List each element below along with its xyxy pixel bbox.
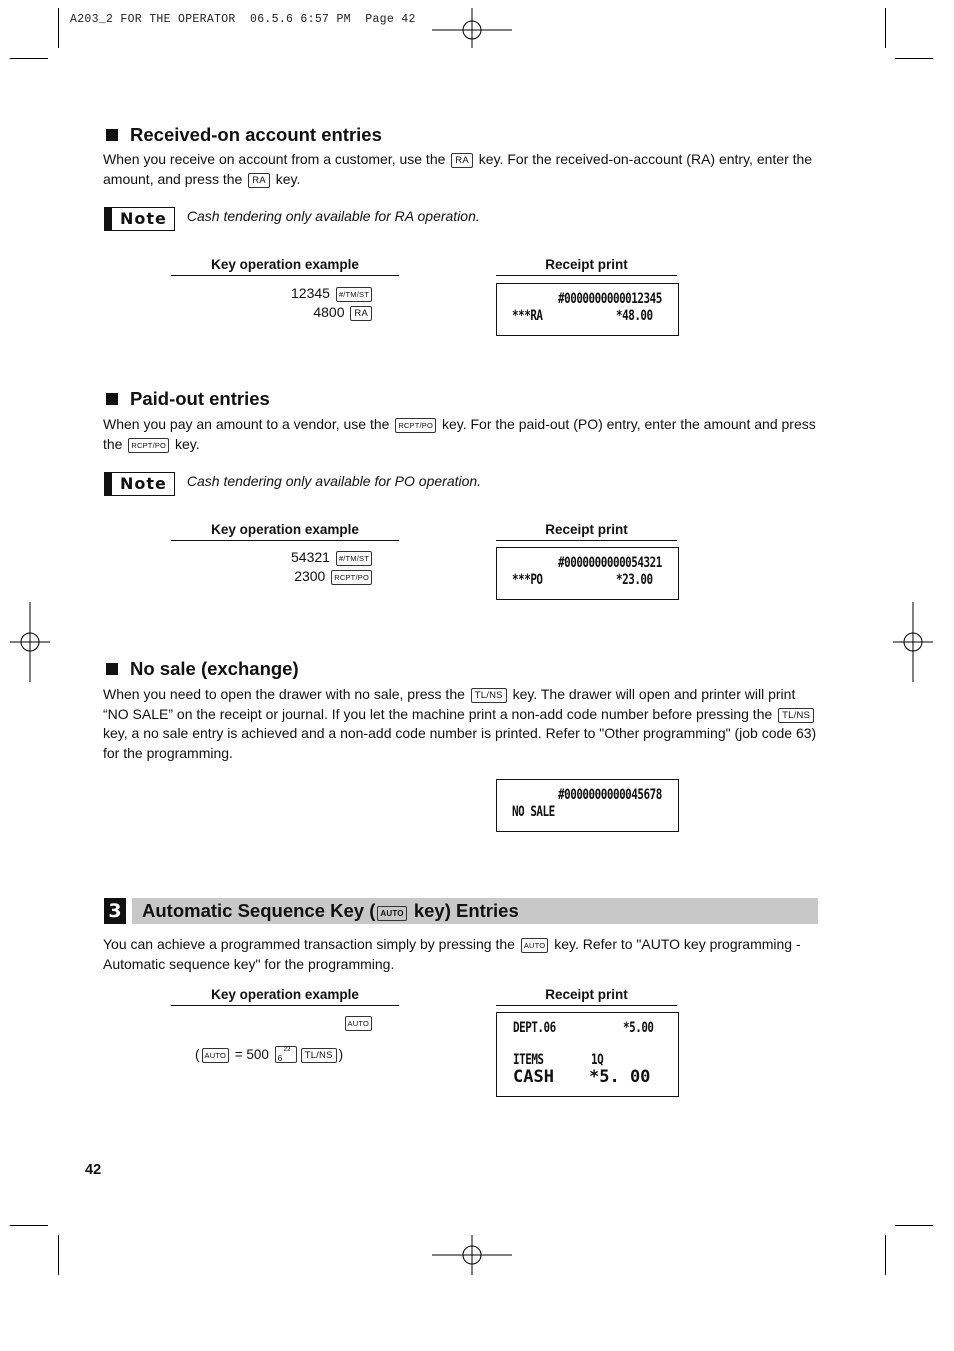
- note-badge: Note: [104, 472, 175, 496]
- registration-mark-icon: [10, 602, 50, 682]
- keyop-header: Key operation example: [171, 522, 399, 541]
- section-bar-auto: [104, 898, 818, 924]
- bullet-square-icon: [106, 663, 118, 675]
- auto-key-icon: AUTO: [521, 938, 549, 953]
- auto-key-icon: AUTO: [345, 1016, 373, 1031]
- crop-mark: [58, 1235, 59, 1275]
- registration-mark-icon: [432, 1235, 512, 1275]
- bullet-square-icon: [106, 129, 118, 141]
- auto-key-icon: AUTO: [202, 1048, 230, 1063]
- crop-mark: [895, 58, 933, 59]
- auto-key-formula: ( AUTO = 500 $6^{22}$ TL/NS ): [195, 1046, 344, 1063]
- bullet-square-icon: [106, 393, 118, 405]
- crop-mark: [895, 1225, 933, 1226]
- print-header: A203_2 FOR THE OPERATOR 06.5.6 6:57 PM Page 42: [70, 13, 416, 26]
- receipt-header: Receipt print: [496, 257, 677, 276]
- receipt-header: Receipt print: [496, 522, 677, 541]
- crop-mark: [10, 1225, 48, 1226]
- section-heading-ra: Received-on account entries: [106, 124, 382, 146]
- receipt-print-auto: DEPT.06 *5.00 ITEMS 1Q CASH *5. 00: [496, 1012, 679, 1097]
- note-ra: Note Cash tendering only available for RA operation.: [104, 207, 480, 231]
- tl-ns-key-icon: TL/NS: [778, 708, 814, 723]
- section-heading-no-sale: No sale (exchange): [106, 658, 299, 680]
- keyop-header: Key operation example: [171, 987, 399, 1006]
- ra-key-icon: RA: [451, 153, 473, 168]
- keyop-example-ra: 12345 #/TM/ST 4800 RA: [200, 284, 374, 322]
- crop-mark: [885, 8, 886, 48]
- keyop-header: Key operation example: [171, 257, 399, 276]
- auto-paragraph: You can achieve a programmed transaction simply by pressing the AUTO key. Refer to "AUTO key programming - Automatic sequence key" for the programming.: [103, 936, 801, 972]
- tm-st-key-icon: #/TM/ST: [336, 287, 372, 302]
- receipt-header: Receipt print: [496, 987, 677, 1006]
- tl-ns-key-icon: TL/NS: [301, 1048, 337, 1063]
- auto-key-icon: AUTO: [377, 906, 406, 921]
- ra-key-icon: RA: [248, 173, 270, 188]
- receipt-print-no-sale: #0000000000045678 NO SALE: [496, 779, 679, 832]
- section-title: Automatic Sequence Key ( AUTO key) Entries: [132, 898, 818, 924]
- receipt-print-po: #0000000000054321 ***PO *23.00: [496, 547, 679, 600]
- keyop-example-po: 54321 #/TM/ST 2300 RCPT/PO: [200, 548, 374, 586]
- crop-mark: [10, 58, 48, 59]
- section-heading-po: Paid-out entries: [106, 388, 270, 410]
- tl-ns-key-icon: TL/NS: [471, 688, 507, 703]
- section-number: 3: [104, 898, 126, 924]
- note-badge: Note: [104, 207, 175, 231]
- registration-mark-icon: [893, 602, 933, 682]
- tm-st-key-icon: #/TM/ST: [336, 551, 372, 566]
- rcpt-po-key-icon: RCPT/PO: [331, 570, 372, 585]
- ra-paragraph: When you receive on account from a customer, use the RA key. For the received-on-account (RA) entry, enter the amount, and press the RA key.: [103, 151, 813, 187]
- receipt-print-ra: #0000000000012345 ***RA *48.00: [496, 283, 679, 336]
- crop-mark: [58, 8, 59, 48]
- dept6-key-icon: $6^{22}$: [275, 1046, 297, 1063]
- rcpt-po-key-icon: RCPT/PO: [395, 418, 436, 433]
- crop-mark: [885, 1235, 886, 1275]
- keyop-example-auto: [200, 1013, 374, 1032]
- registration-mark-icon: [432, 8, 512, 48]
- note-po: Note Cash tendering only available for PO operation.: [104, 472, 481, 496]
- ra-key-icon: RA: [350, 306, 372, 321]
- no-sale-paragraph: When you need to open the drawer with no sale, press the TL/NS key. The drawer will open and printer will print “NO SALE” on the receipt or journal. If you let the machine print a non-add code number before pressing the TL/NS key, a no sale entry is achieved and a non-add code number is printed. Refer to "Other programming" (job code 63) for the programming.: [103, 686, 817, 761]
- rcpt-po-key-icon: RCPT/PO: [128, 438, 169, 453]
- page-number: 42: [85, 1162, 102, 1178]
- po-paragraph: When you pay an amount to a vendor, use the RCPT/PO key. For the paid-out (PO) entry, enter the amount and press the RCPT/PO key.: [103, 416, 816, 452]
